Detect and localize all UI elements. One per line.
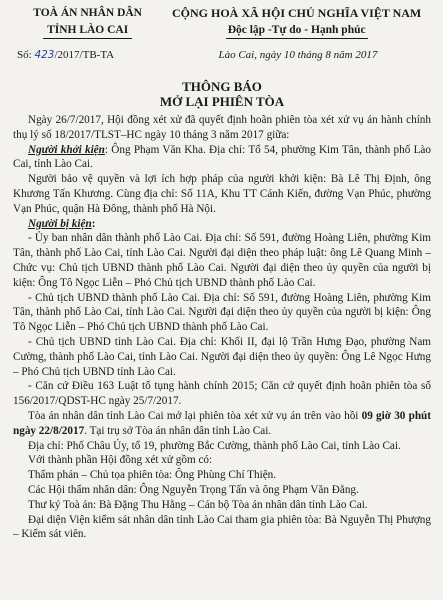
document-title bbox=[13, 79, 431, 109]
document-body bbox=[13, 113, 431, 542]
defendant-1: - Ủy ban nhân dân thành phố Lào Cai. Địa chỉ: Số 591, đường Hoàng Liên, phường Kim Tân, thành phố Lào Cai, tỉnh Lào Cai. Người đại diện theo pháp luật: ông Lê Quang Minh – Chức vụ: Chủ tịch UBND thành phố Lào Cai. Người đại diện theo ủy quyền của người bị kiện: Ông Tô Ngọc Liễn – Phó Chủ tịch UBND thành phố Lào Cai. bbox=[13, 232, 431, 289]
doc-number-handwritten: 423 bbox=[34, 49, 55, 61]
defendant-2: - Chủ tịch UBND thành phố Lào Cai. Địa chỉ: Số 591, đường Hoàng Liên, phường Kim Tân, thành phố Lào Cai, tỉnh Lào Cai. Người đại diện theo ủy quyền của người bị kiện: Ông Tô Ngọc Liễn – Phó Chủ tịch UBND thành phố Lào Cai. bbox=[13, 291, 431, 334]
plaintiff-paragraph bbox=[13, 143, 431, 173]
defendant-colon: : bbox=[91, 217, 96, 230]
issuing-organization bbox=[13, 6, 162, 39]
plaintiff-label: Người khởi kiện bbox=[28, 143, 105, 156]
doc-number-prefix: Số: bbox=[17, 49, 32, 61]
reopen-text: Tòa án nhân dân tỉnh Lào Cai mở lại phiên tòa xét xử vụ án trên vào hồi bbox=[28, 409, 362, 422]
prosecutor-line: Đại diện Viện kiểm sát nhân dân tỉnh Lào Cai tham gia phiên tòa: Bà Nguyễn Thị Phượng – Kiểm sát viên. bbox=[13, 513, 431, 541]
reopen-time: 09 giờ 30 phút ngày 22/8/2017 bbox=[13, 409, 432, 437]
defendant-3: - Chủ tịch UBND tỉnh Lào Cai. Địa chỉ: Khối II, đại lộ Trần Hưng Đạo, phường Nam Cường, thành phố Lào Cai, tỉnh Lào Cai. Người đại diện theo ủy quyền: Ông Lê Ngọc Hưng – Phó Chủ tịch UBND tỉnh Lào Cai. bbox=[13, 335, 431, 378]
org-line-1: TOÀ ÁN NHÂN DÂN bbox=[33, 7, 142, 19]
title-line-2: MỞ LẠI PHIÊN TÒA bbox=[159, 94, 285, 109]
place-date: Lào Cai, ngày 10 tháng 8 năm 2017 bbox=[218, 49, 378, 61]
nation-line-2: Độc lập -Tự do - Hạnh phúc bbox=[226, 23, 368, 39]
reopen-paragraph bbox=[13, 409, 431, 439]
intro-paragraph: Ngày 26/7/2017, Hội đồng xét xử đã quyết định hoãn phiên tòa xét xử vụ án hành chính thụ lý số 18/2017/TLST–HC ngày 10 tháng 3 năm 2017 giữa: bbox=[13, 114, 431, 141]
defendant-label: Người bị kiện bbox=[28, 217, 92, 230]
document-header bbox=[13, 6, 431, 39]
reopen-tail: . Tại trụ sở Tòa án nhân dân tỉnh Lào Cai. bbox=[84, 424, 272, 437]
legal-basis: - Căn cứ Điều 163 Luật tố tụng hành chính 2015; Căn cứ quyết định hoãn phiên tòa số 156/2017/QDST-HC ngày 25/7/2017. bbox=[13, 380, 431, 408]
title-line-1: THÔNG BÁO bbox=[182, 79, 262, 94]
number-date-row bbox=[13, 49, 431, 61]
nation-line-1: CỘNG HOÀ XÃ HỘI CHỦ NGHĨA VIỆT NAM bbox=[172, 6, 422, 20]
clerk-line: Thư ký Toà án: Bà Đặng Thu Hằng – Cán bộ Tòa án nhân dân tỉnh Lào Cai. bbox=[28, 498, 368, 511]
judge-line: Thẩm phán – Chủ tọa phiên tòa: Ông Phùng Chí Thiện. bbox=[28, 469, 277, 482]
protector-paragraph: Người bảo vệ quyền và lợi ích hợp pháp của người khởi kiện: Bà Lê Thị Định, ông Khương Tấn Khương. Cùng địa chỉ: Số 11A, Khu TT Cánh Kiến, đường Vạn Phúc, phường Vạn Phúc, quận Hà Đông, thành phố Hà Nội. bbox=[13, 173, 431, 215]
defendant-heading bbox=[13, 217, 431, 232]
jurors-line: Các Hội thẩm nhân dân: Ông Nguyễn Trọng Tấn và ông Phạm Văn Đằng. bbox=[28, 483, 359, 496]
document-number bbox=[13, 49, 165, 61]
plaintiff-text: : Ông Phạm Văn Kha. Địa chỉ: Tổ 54, phường Kim Tân, thành phố Lào Cai, tỉnh Lào Cai. bbox=[13, 143, 431, 171]
org-line-2: TỈNH LÀO CAI bbox=[43, 23, 132, 39]
national-motto bbox=[162, 6, 431, 39]
panel-intro: Với thành phần Hội đồng xét xử gồm có: bbox=[28, 454, 213, 467]
address-paragraph: Địa chỉ: Phố Châu Úy, tổ 19, phường Bắc Cường, thành phố Lào Cai, tỉnh Lào Cai. bbox=[28, 439, 401, 452]
doc-number-suffix: /2017/TB-TA bbox=[54, 49, 115, 61]
